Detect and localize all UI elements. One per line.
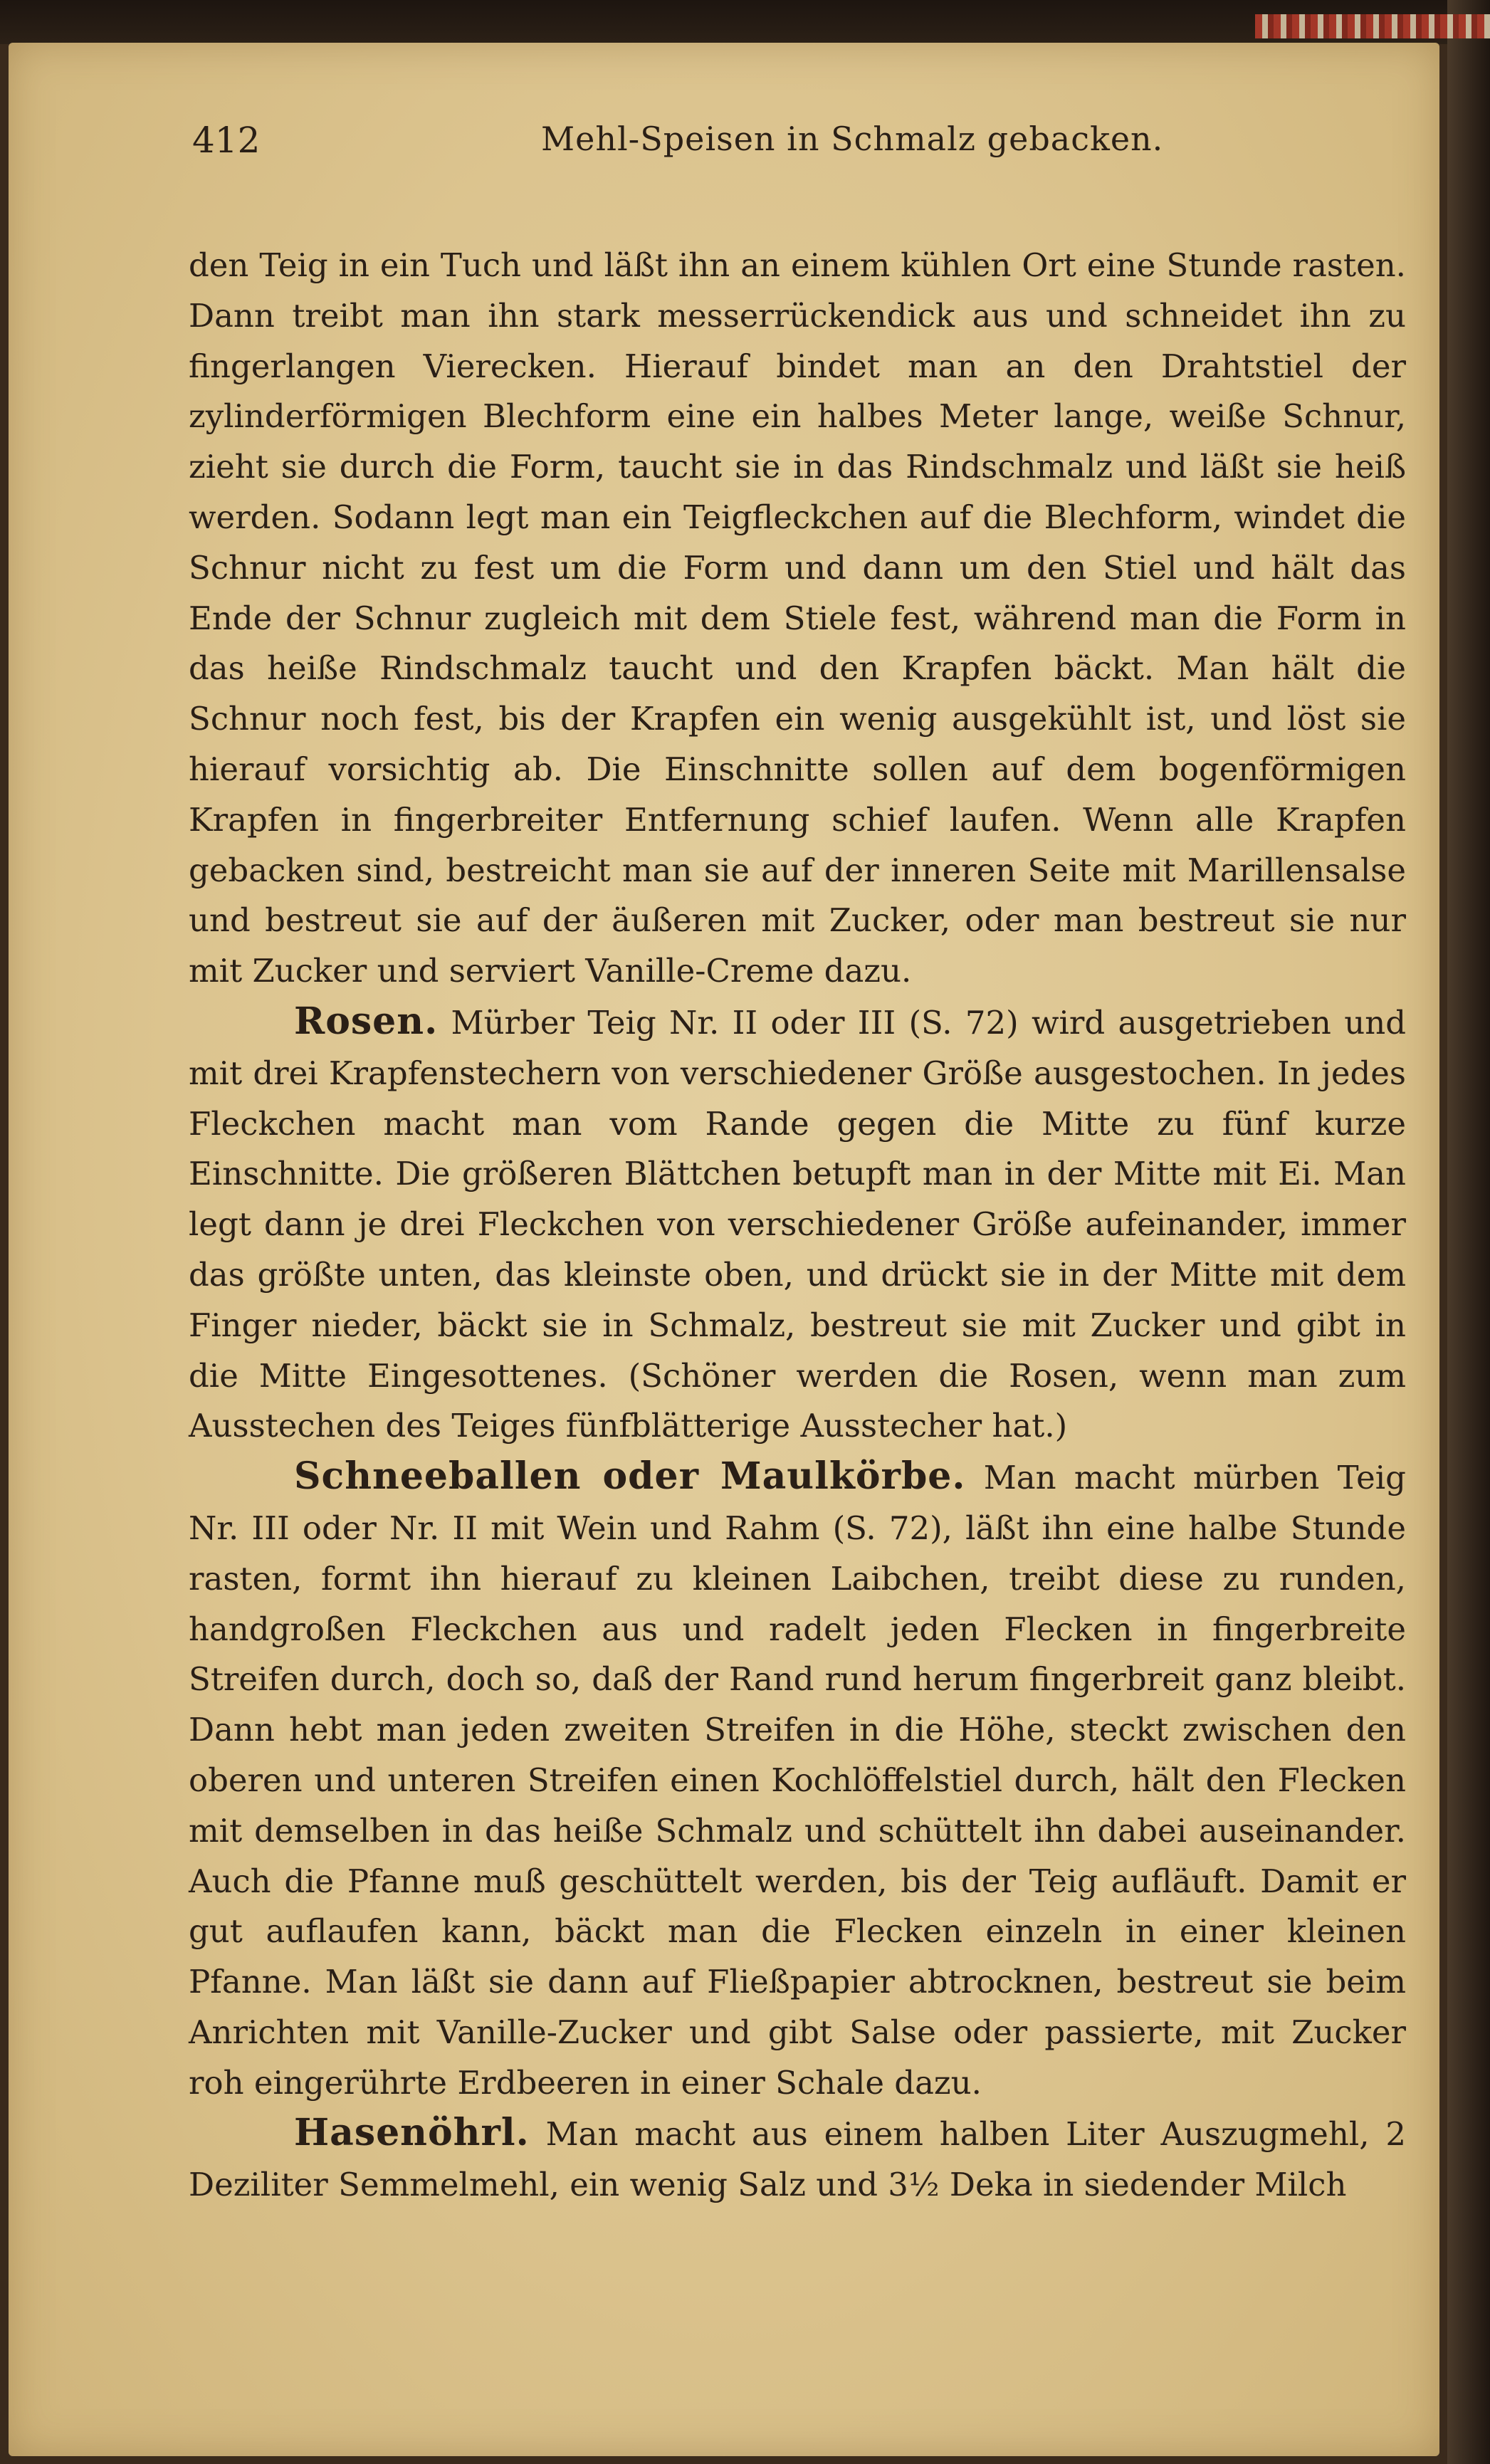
paragraph-continuation: den Teig in ein Tuch und läßt ihn an einem kühlen Ort eine Stunde rasten. Dann treibt man ihn stark messerrückendick aus und schneidet ihn zu fingerlangen Vierecken. Hierauf bindet man an den Drahtstiel der zylinderförmigen Blechform eine ein halbes Meter lange, weiße Schnur, zieht sie durch die Form, taucht sie in das Rindschmalz und läßt sie heiß werden. Sodann legt man ein Teigfleckchen auf die Blechform, windet die Schnur nicht zu fest um die Form und dann um den Stiel und hält das Ende der Schnur zugleich mit dem Stiele fest, während man die Form in das heiße Rindschmalz taucht und den Krapfen bäckt. Man hält die Schnur noch fest, bis der Krapfen ein wenig ausgekühlt ist, und löst sie hierauf vorsichtig ab. Die Einschnitte sollen auf dem bogenförmigen Krapfen in fingerbreiter Entfernung schief laufen. Wenn alle Krapfen gebacken sind, bestreicht man sie auf der inneren Seite mit Marillensalse und bestreut sie auf der äußeren mit Zucker, oder man bestreut sie nur mit Zucker und serviert Vanille-Creme dazu. (189, 246, 1406, 990)
recipe-heading-hasenoehrl: Hasenöhrl. (294, 2111, 530, 2155)
recipe-text-schneeballen: Man macht mürben Teig Nr. III oder Nr. II mit Wein und Rahm (S. 72), läßt ihn eine halbe Stunde rasten, formt ihn hierauf zu kleinen Laibchen, treibt diese zu runden, handgroßen Fleckchen aus und radelt jeden Flecken in fingerbreite Streifen durch, doch so, daß der Rand rund herum fingerbreit ganz bleibt. Dann hebt man jeden zweiten Streifen in die Höhe, steckt zwischen den oberen und unteren Streifen einen Kochlöffelstiel durch, hält den Flecken mit demselben in das heiße Schmalz und schüttelt ihn dabei auseinander. Auch die Pfanne muß geschüttelt werden, bis der Teig aufläuft. Damit er gut auflaufen kann, bäckt man die Flecken einzeln in einer kleinen Pfanne. Man läßt sie dann auf Fließpapier abtrocknen, bestreut sie beim Anrichten mit Vanille-Zucker und gibt Salse oder passierte, mit Zucker roh eingerührte Erdbeeren in einer Schale dazu. (189, 1459, 1406, 2102)
recipe-text-rosen: Mürber Teig Nr. II oder III (S. 72) wird ausgetrieben und mit drei Krapfenstechern von verschiedener Größe ausgestochen. In jedes Fleckchen macht man vom Rande gegen die Mitte zu fünf kurze Einschnitte. Die größeren Blättchen betupft man in der Mitte mit Ei. Man legt dann je drei Fleckchen von verschiedener Größe aufeinander, immer das größte unten, das kleinste oben, und drückt sie in der Mitte mit dem Finger nieder, bäckt sie in Schmalz, bestreut sie mit Zucker und gibt in die Mitte Eingesottenes. (Schöner werden die Rosen, wenn man zum Ausstechen des Teiges fünfblätterige Ausstecher hat.) (189, 1003, 1406, 1445)
page-header (192, 107, 1410, 171)
recipe-text-hasenoehrl: Man macht aus einem halben Liter Auszugmehl, 2 Deziliter Semmelmehl, ein wenig Salz und 3½ Deka in siedender Milch (189, 2115, 1406, 2204)
recipe-schneeballen (189, 1452, 1406, 2108)
page-body (189, 241, 1406, 2211)
recipe-rosen (189, 997, 1406, 1452)
recipe-heading-rosen: Rosen. (294, 999, 439, 1043)
binding-ribbon (1255, 14, 1490, 38)
recipe-hasenoehrl (189, 2108, 1406, 2211)
recipe-heading-schneeballen: Schneeballen oder Maulkörbe. (294, 1454, 966, 1499)
page-number: 412 (192, 120, 261, 161)
running-head: Mehl-Speisen in Schmalz gebacken. (541, 120, 1164, 158)
book-binding (1447, 0, 1490, 2464)
